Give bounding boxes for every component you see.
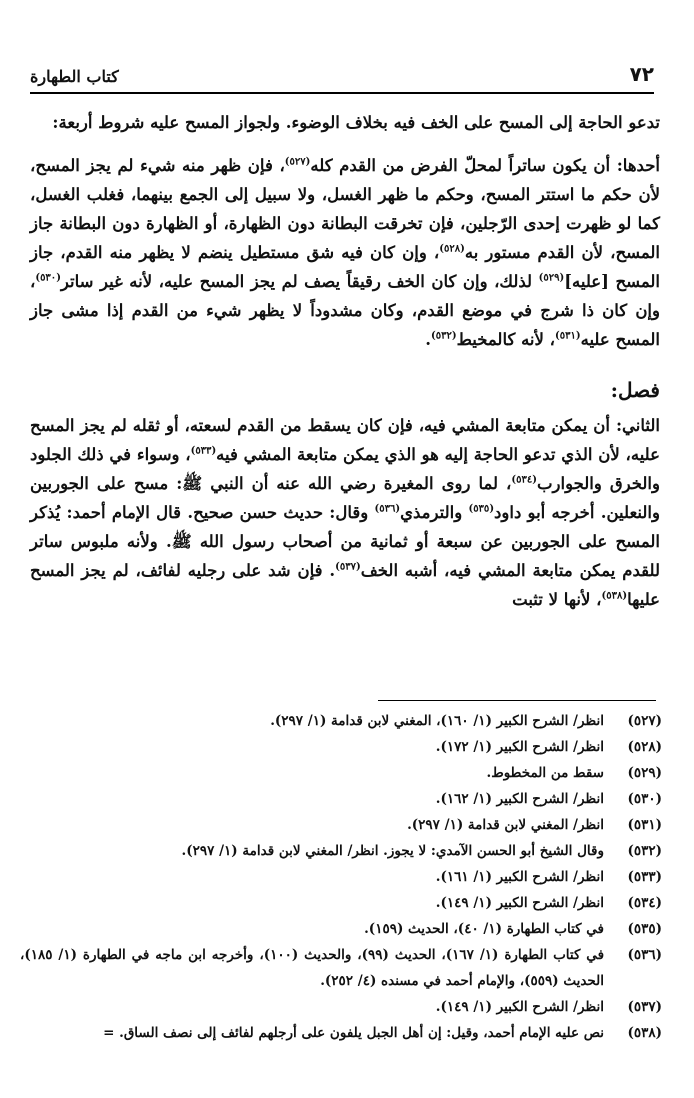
footnote-item <box>20 786 662 812</box>
footnote-text: في كتاب الطهارة (١/ ٤٠)، الحديث (١٥٩). <box>364 921 604 937</box>
footnote-item <box>20 734 662 760</box>
footnote-text: سقط من المخطوط. <box>486 765 604 781</box>
text-run: أن يكون ساتراً لمحلّ الفرض من القدم كله <box>310 156 617 175</box>
footnote-item <box>20 708 662 734</box>
condition-one-paragraph <box>30 151 660 354</box>
footnote-text: انظر/ الشرح الكبير (١/ ١٦١). <box>435 869 604 885</box>
footnote-number: (٥٢٧) <box>627 713 662 729</box>
footnote-item <box>20 1020 662 1046</box>
section-heading: فصل: <box>610 378 660 402</box>
page-header <box>30 52 654 94</box>
text-run: ، لأنه كالمخيط <box>456 330 555 349</box>
text-run: ، لما روى المغيرة رضي الله عنه أن النبي ﷺ: مسح على الجوربين والنعلين. أخرجه أبو داود <box>30 474 660 522</box>
footnote-item <box>20 890 662 916</box>
footnote-item <box>20 812 662 838</box>
footnote-text: انظر/ الشرح الكبير (١/ ١٦٢). <box>435 791 604 807</box>
footnote-number: (٥٢٩) <box>627 765 662 781</box>
footnote-ref[interactable]: (٥٣٣) <box>190 445 217 457</box>
text-run: ، لأنها لا تثبت <box>512 590 602 609</box>
footnote-number: (٥٣١) <box>627 817 662 833</box>
text-run: أن يمكن متابعة المشي فيه، فإن كان يسقط من القدم لسعته، أو ثقله لم يجز المسح عليه، لأن الذي تدعو الحاجة إليه هو الذي يمكن متابعة المشي فيه <box>30 416 660 464</box>
footnote-number: (٥٣٧) <box>627 999 662 1015</box>
footnote-ref[interactable]: (٥٣٥) <box>468 503 495 515</box>
footnote-number: (٥٣٢) <box>627 843 662 859</box>
text-run: . فإن شد على رجليه لفائف، لم يجز المسح عليها <box>30 561 660 609</box>
footnote-text: انظر/ المغني لابن قدامة (١/ ٢٩٧). <box>407 817 604 833</box>
footnote-number: (٥٣٠) <box>627 791 662 807</box>
intro-paragraph: تدعو الحاجة إلى المسح على الخف فيه بخلاف الوضوء. ولجواز المسح عليه شروط أربعة: <box>52 113 660 132</box>
footnote-ref[interactable]: (٥٢٩) <box>538 272 565 284</box>
footnote-ref[interactable]: (٥٣١) <box>555 330 581 342</box>
footnote-number: (٥٢٨) <box>627 739 662 755</box>
condition-one-label: أحدها: <box>616 156 660 175</box>
footnote-item <box>20 916 662 942</box>
footnote-text: نص عليه الإمام أحمد، وقيل: إن أهل الجبل يلفون على أرجلهم لفائف إلى نصف الساق. <box>119 1025 604 1041</box>
text-run: لذلك، وإن كان الخف رقيقاً يصف لم يجز المسح عليه، لأنه غير ساتر <box>60 272 539 291</box>
footnote-text: انظر/ الشرح الكبير (١/ ١٦٠)، المغني لابن قدامة (١/ ٢٩٧). <box>270 713 604 729</box>
footnote-ref[interactable]: (٥٢٧) <box>284 156 311 168</box>
text-run: ، وسواء في ذلك الجلود والخرق والجوارب <box>30 445 660 493</box>
text-run: ، فإن ظهر منه شيء لم يجز المسح، لأن حكم ما استتر المسح، وحكم ما ظهر الغسل، ولا سبيل إلى الجمع بينهما، فغلب الغسل، كما لو ظهرت إحدى الرّجلين، فإن تخرقت البطانة دون الظهارة، أو الظهارة دون البطانة جاز المسح، لأن القدم مستور به <box>30 156 661 262</box>
footnote-number: (٥٣٦) <box>627 947 662 963</box>
footnote-ref[interactable]: (٥٣٢) <box>431 330 457 342</box>
footnote-item <box>20 994 662 1020</box>
footnote-separator <box>378 700 656 701</box>
footnote-number: (٥٣٥) <box>627 921 662 937</box>
footnote-text: انظر/ الشرح الكبير (١/ ١٤٩). <box>435 895 604 911</box>
text-run: ، وإن كان فيه شق مستطيل ينضم لا يظهر منه القدم، جاز المسح [عليه] <box>30 243 660 291</box>
page-number: ٧٢ <box>629 62 654 86</box>
text-run: ، وإن كان ذا شرج في موضع القدم، وكان مشدوداً لا يظهر شيء من القدم إذا مشى جاز المسح عليه <box>30 272 660 349</box>
footnote-item <box>20 838 662 864</box>
footnote-number: (٥٣٤) <box>627 895 662 911</box>
text-run: والترمذي <box>400 503 469 522</box>
footnote-ref[interactable]: (٥٢٨) <box>439 243 465 255</box>
footnote-ref[interactable]: (٥٣٤) <box>511 474 537 486</box>
footnote-text: وقال الشيخ أبو الحسن الآمدي: لا يجوز. انظر/ المغني لابن قدامة (١/ ٢٩٧). <box>181 843 604 859</box>
footnote-number: (٥٣٨) <box>627 1025 662 1041</box>
footnote-ref[interactable]: (٥٣٦) <box>374 503 401 515</box>
main-text <box>30 108 660 614</box>
footnote-item <box>20 864 662 890</box>
footnote-text: انظر/ الشرح الكبير (١/ ١٧٢). <box>435 739 604 755</box>
footnote-number: (٥٣٣) <box>627 869 662 885</box>
continuation-mark: = <box>103 1025 115 1041</box>
text-run: . <box>425 330 431 349</box>
footnote-ref[interactable]: (٥٣٠) <box>35 272 61 284</box>
footnote-ref[interactable]: (٥٣٨) <box>601 590 628 602</box>
condition-two-paragraph <box>30 411 660 614</box>
running-title: كتاب الطهارة <box>30 67 119 86</box>
condition-two-label: الثاني: <box>615 416 660 435</box>
footnote-ref[interactable]: (٥٣٧) <box>335 561 361 573</box>
footnote-item <box>20 760 662 786</box>
footnote-item <box>20 942 662 994</box>
footnotes-list <box>20 708 662 1046</box>
text-run: وقال: حديث حسن صحيح. قال الإمام أحمد: يُذكر المسح على الجوربين عن سبعة أو ثمانية من أصحاب رسول الله ﷺ. ولأنه ملبوس ساتر للقدم يمكن متابعة المشي فيه، أشبه الخف <box>30 503 660 580</box>
footnote-text: انظر/ الشرح الكبير (١/ ١٤٩). <box>435 999 604 1015</box>
footnote-text: في كتاب الطهارة (١/ ١٦٧)، الحديث (٩٩)، والحديث (١٠٠)، وأخرجه ابن ماجه في الطهارة (١/ ١٨٥)، الحديث (٥٥٩)، والإمام أحمد في مسنده (٤/ ٢٥٢). <box>20 947 605 989</box>
